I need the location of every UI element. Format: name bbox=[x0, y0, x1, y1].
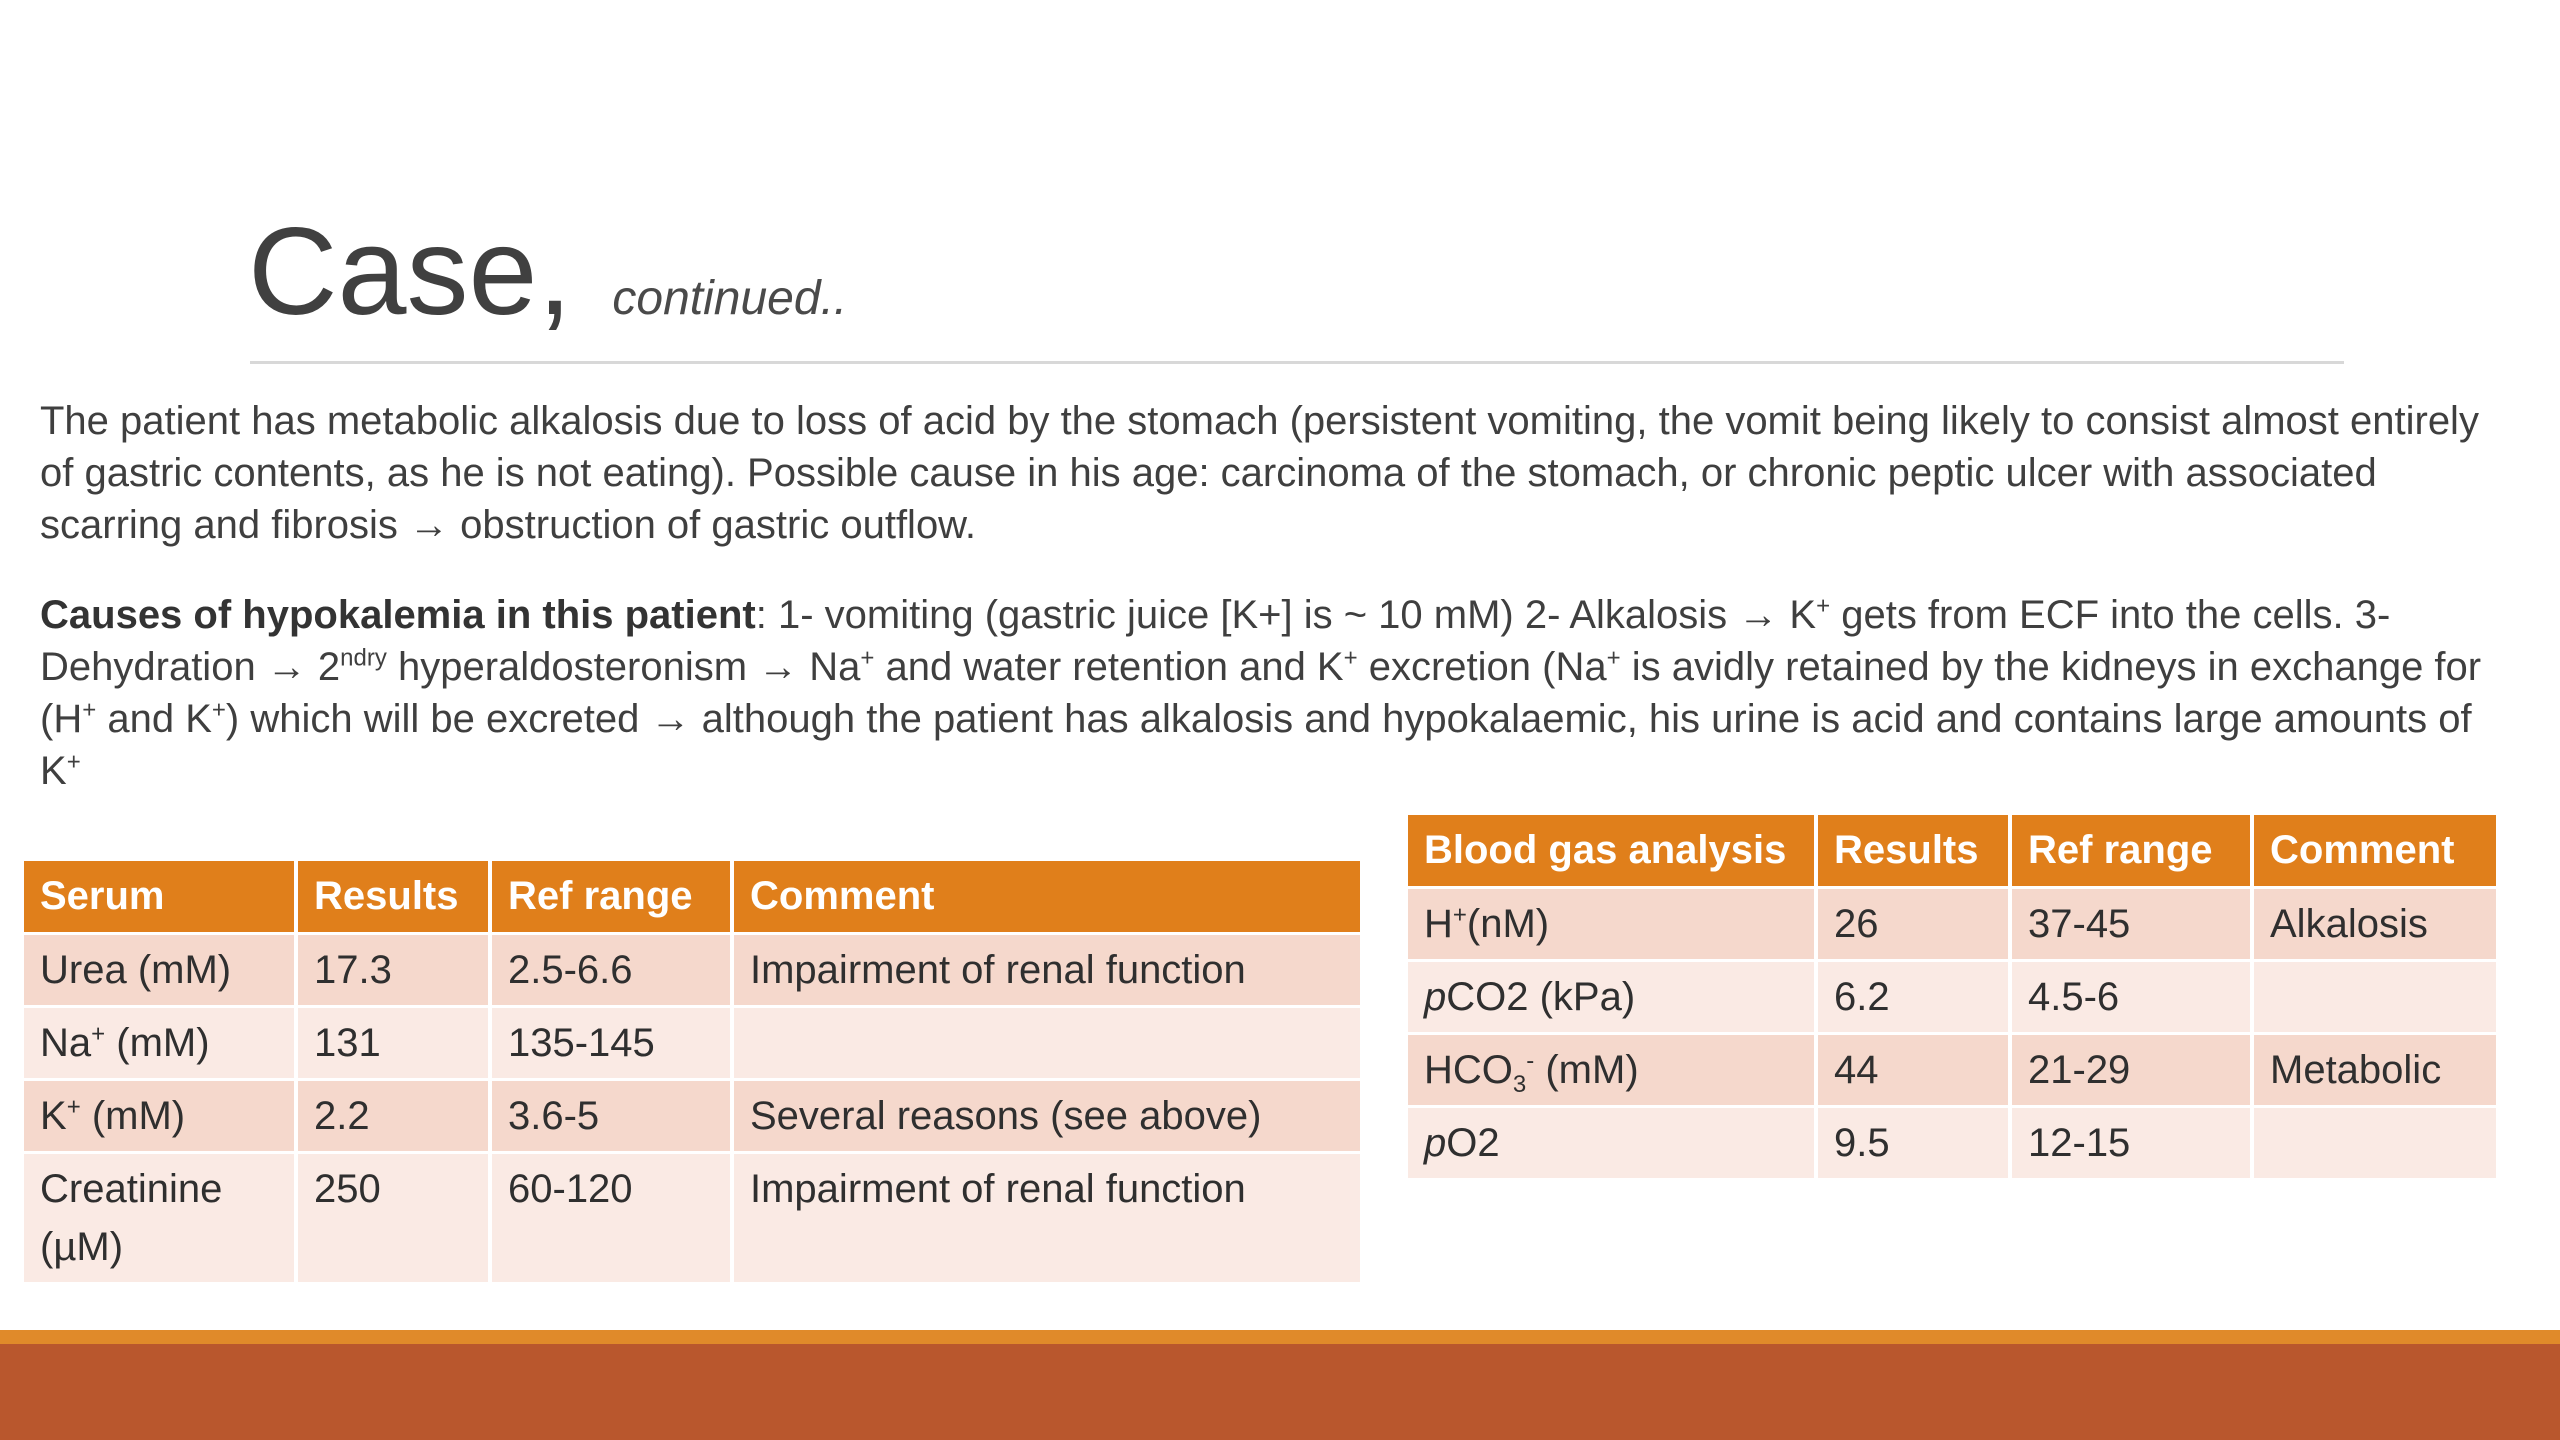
name-main: HCO bbox=[1424, 1048, 1513, 1092]
cell-comment bbox=[2254, 1108, 2496, 1178]
text-segment: excretion (Na bbox=[1357, 645, 1607, 689]
name-italic: p bbox=[1424, 1121, 1447, 1165]
footer-band bbox=[0, 1344, 2560, 1440]
header-ref-range: Ref range bbox=[2012, 815, 2250, 886]
name-rest: O2 bbox=[1446, 1121, 1500, 1165]
footer-stripe bbox=[0, 1330, 2560, 1344]
text-segment: and water retention and K bbox=[874, 645, 1344, 689]
name-line1: Creatinine bbox=[40, 1167, 223, 1211]
superscript: + bbox=[91, 1020, 106, 1048]
cell-name bbox=[1408, 889, 1814, 959]
cell-comment: Alkalosis bbox=[2254, 889, 2496, 959]
slide-title bbox=[248, 203, 848, 341]
table-header-row bbox=[1408, 815, 2496, 886]
hypokalemia-lead: Causes of hypokalemia in this patient bbox=[40, 593, 756, 637]
superscript: - bbox=[1526, 1047, 1535, 1075]
cell-comment: Impairment of renal function bbox=[734, 1154, 1360, 1282]
cell-name bbox=[1408, 962, 1814, 1032]
cell-result: 9.5 bbox=[1818, 1108, 2008, 1178]
text-segment: gets from ECF into the cells. 3- Dehydration → 2 bbox=[40, 593, 2391, 689]
blood-gas-table bbox=[1404, 812, 2500, 1181]
superscript: + bbox=[860, 644, 875, 672]
superscript: + bbox=[1452, 901, 1467, 929]
header-comment: Comment bbox=[734, 861, 1360, 932]
cell-comment bbox=[734, 1008, 1360, 1078]
cell-name: Urea (mM) bbox=[24, 935, 294, 1005]
table-row bbox=[1408, 1108, 2496, 1178]
superscript: + bbox=[82, 696, 97, 724]
header-serum: Serum bbox=[24, 861, 294, 932]
text-segment: ) which will be excreted → although the patient has alkalosis and hypokalaemic, his urine is acid and contains large amounts of K bbox=[40, 697, 2472, 793]
table-row bbox=[24, 935, 1360, 1005]
superscript: + bbox=[66, 1093, 81, 1121]
serum-table bbox=[20, 858, 1364, 1285]
cell-ref: 37-45 bbox=[2012, 889, 2250, 959]
name-main: H bbox=[1424, 902, 1453, 946]
text-segment: hyperaldosteronism → Na bbox=[386, 645, 861, 689]
superscript: + bbox=[66, 748, 81, 776]
title-subtitle: continued.. bbox=[612, 272, 848, 325]
cell-name bbox=[1408, 1108, 1814, 1178]
text-segment: and K bbox=[96, 697, 212, 741]
superscript: + bbox=[211, 696, 226, 724]
cell-result: 131 bbox=[298, 1008, 488, 1078]
table-header-row bbox=[24, 861, 1360, 932]
cell-name bbox=[24, 1154, 294, 1282]
superscript: + bbox=[1816, 592, 1831, 620]
table-row bbox=[24, 1008, 1360, 1078]
superscript: + bbox=[1606, 644, 1621, 672]
cell-ref: 4.5-6 bbox=[2012, 962, 2250, 1032]
name-rest: (mM) bbox=[80, 1094, 186, 1138]
cell-result: 2.2 bbox=[298, 1081, 488, 1151]
cell-comment: Metabolic bbox=[2254, 1035, 2496, 1105]
superscript: ndry bbox=[340, 644, 387, 672]
name-rest: (nM) bbox=[1466, 902, 1550, 946]
cell-result: 26 bbox=[1818, 889, 2008, 959]
table-row bbox=[1408, 889, 2496, 959]
header-results: Results bbox=[1818, 815, 2008, 886]
cell-result: 250 bbox=[298, 1154, 488, 1282]
text-segment: is avidly retained by the kidneys in exchange for (H bbox=[40, 645, 2482, 741]
superscript: + bbox=[1343, 644, 1358, 672]
title-divider bbox=[250, 361, 2344, 364]
header-blood-gas: Blood gas analysis bbox=[1408, 815, 1814, 886]
cell-name bbox=[24, 1081, 294, 1151]
name-rest: (mM) bbox=[105, 1021, 210, 1065]
name-line2: (µM) bbox=[40, 1225, 124, 1269]
paragraph-hypokalemia-causes bbox=[40, 589, 2520, 797]
cell-ref: 3.6-5 bbox=[492, 1081, 730, 1151]
cell-name bbox=[24, 1008, 294, 1078]
cell-ref: 60-120 bbox=[492, 1154, 730, 1282]
text-segment: : 1- vomiting (gastric juice [K+] is ~ 10 mM) 2- Alkalosis → K bbox=[755, 593, 1817, 637]
cell-ref: 2.5-6.6 bbox=[492, 935, 730, 1005]
header-ref-range: Ref range bbox=[492, 861, 730, 932]
name-rest: (mM) bbox=[1534, 1048, 1639, 1092]
cell-ref: 135-145 bbox=[492, 1008, 730, 1078]
subscript: 3 bbox=[1512, 1071, 1527, 1098]
table-row bbox=[1408, 962, 2496, 1032]
cell-ref: 21-29 bbox=[2012, 1035, 2250, 1105]
cell-name bbox=[1408, 1035, 1814, 1105]
cell-comment bbox=[2254, 962, 2496, 1032]
name-main: Na bbox=[40, 1021, 92, 1065]
cell-comment: Impairment of renal function bbox=[734, 935, 1360, 1005]
cell-result: 44 bbox=[1818, 1035, 2008, 1105]
name-rest: CO2 (kPa) bbox=[1446, 975, 1636, 1019]
title-main: Case, bbox=[248, 203, 572, 341]
cell-ref: 12-15 bbox=[2012, 1108, 2250, 1178]
name-italic: p bbox=[1424, 975, 1447, 1019]
table-row bbox=[24, 1154, 1360, 1282]
header-comment: Comment bbox=[2254, 815, 2496, 886]
table-row bbox=[24, 1081, 1360, 1151]
cell-comment: Several reasons (see above) bbox=[734, 1081, 1360, 1151]
header-results: Results bbox=[298, 861, 488, 932]
table-row bbox=[1408, 1035, 2496, 1105]
paragraph-diagnosis: The patient has metabolic alkalosis due to loss of acid by the stomach (persistent vomiting, the vomit being likely to consist almost entirely of gastric contents, as he is not eating). Possible cause in his age: carcinoma of the stomach, or chronic peptic ulcer with associated scarring and fibrosis → obstruction of gastric outflow. bbox=[40, 399, 2479, 547]
name-main: K bbox=[40, 1094, 67, 1138]
cell-result: 6.2 bbox=[1818, 962, 2008, 1032]
cell-result: 17.3 bbox=[298, 935, 488, 1005]
